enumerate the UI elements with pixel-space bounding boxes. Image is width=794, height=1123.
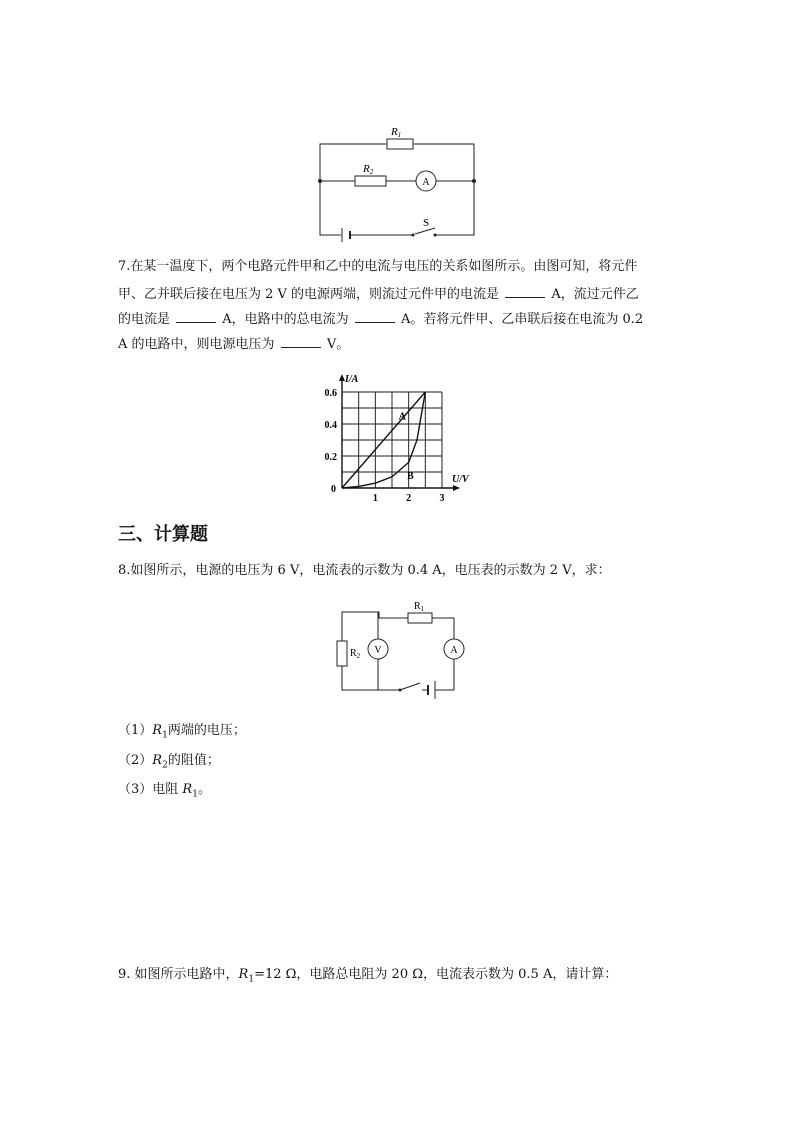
y-tick-label: 0.2 [324,452,337,463]
answer-blank-2[interactable] [176,310,216,323]
section-title: 三、计算题 [118,524,208,545]
q8-part-1 [118,723,246,744]
part-text: 的阻值； [167,753,220,768]
resistor-r2 [337,641,347,666]
variable: R [238,967,249,982]
q7-line-4a: A 的电路中，则电源电压为 [118,337,275,352]
q7-line-2a: 甲、乙并联后接在电压为 2 V 的电源两端，则流过元件甲的电流是 [118,287,500,302]
chart-labels [325,374,471,504]
part-text: 两端的电压； [167,723,246,738]
subscript: 2 [162,760,168,771]
q8-part-2 [118,753,220,774]
q7-line-3 [118,310,643,328]
ammeter-label: A [450,645,458,656]
answer-blank-4[interactable] [281,335,321,348]
x-axis-arrow [453,485,460,491]
r2-label: R2 [363,163,374,176]
resistor-r1 [387,139,413,149]
q9-text [118,967,617,988]
part-number: （3） [118,782,153,797]
resistor-r2 [355,176,386,186]
switch-contact [412,234,415,237]
variable: R [182,782,193,797]
q7-line-2b: A，流过元件乙 [551,287,639,302]
part-number: （2） [118,753,153,768]
voltmeter-label: V [374,645,382,656]
subscript: 1 [162,730,168,741]
x-tick-label: 2 [406,493,412,504]
variable: R [152,753,163,768]
series-label-A: A [398,411,406,423]
q9-text-a: 9. 如图所示电路中， [118,967,239,982]
x-tick-label: 3 [439,493,445,504]
variable: R [152,723,163,738]
q7-line-4 [118,335,349,353]
r2-label: $R_2$ [350,648,361,660]
junction-dot [318,179,322,183]
junction-dot [472,179,476,183]
y-axis-label: I/A [345,374,359,385]
q8-text: 8.如图所示，电源的电压为 6 V，电流表的示数为 0.4 A，电压表的示数为 2 V，求： [118,563,611,578]
part-text: 电阻 [152,782,183,797]
origin-label: 0 [331,484,336,495]
part-number: （1） [118,723,153,738]
answer-blank-3[interactable] [355,310,395,323]
part-end: 。 [197,782,211,797]
resistor-r1 [408,613,432,623]
r1-label: R1 [391,126,402,139]
switch-label: S [423,217,430,229]
q8-part-3 [118,782,211,803]
switch-contact [434,234,437,237]
q7-line-3c: A。若将元件甲、乙串联后接在电流为 0.2 [400,312,644,327]
q7-line-1: 7.在某一温度下，两个电路元件甲和乙中的电流与电压的关系如图所示。由图可知，将元件 [118,259,638,274]
switch-contact [399,689,402,692]
q9-text-b: =12 Ω，电路总电阻为 20 Ω，电流表示数为 0.5 A，请计算： [254,967,618,982]
q7-line-4b: V。 [326,337,350,352]
answer-blank-1[interactable] [505,285,545,298]
subscript: 1 [192,789,198,800]
q7-line-3b: A，电路中的总电流为 [222,312,349,327]
r1-label: $R_1$ [414,601,425,613]
y-tick-label: 0.4 [324,420,337,431]
circuit-diagram-1 [312,118,482,246]
q7-line-2 [118,285,639,303]
chart-grid [342,392,442,488]
x-axis-label: U/V [452,474,469,485]
x-tick-label: 1 [372,493,378,504]
iv-chart [312,364,482,504]
y-tick-label: 0.6 [324,388,337,399]
ammeter-label: A [422,177,430,188]
subscript: 1 [248,974,255,985]
q7-line-3a: 的电流是 [118,312,171,327]
series-label-B: B [407,470,414,482]
circuit-diagram-2 [332,596,472,708]
